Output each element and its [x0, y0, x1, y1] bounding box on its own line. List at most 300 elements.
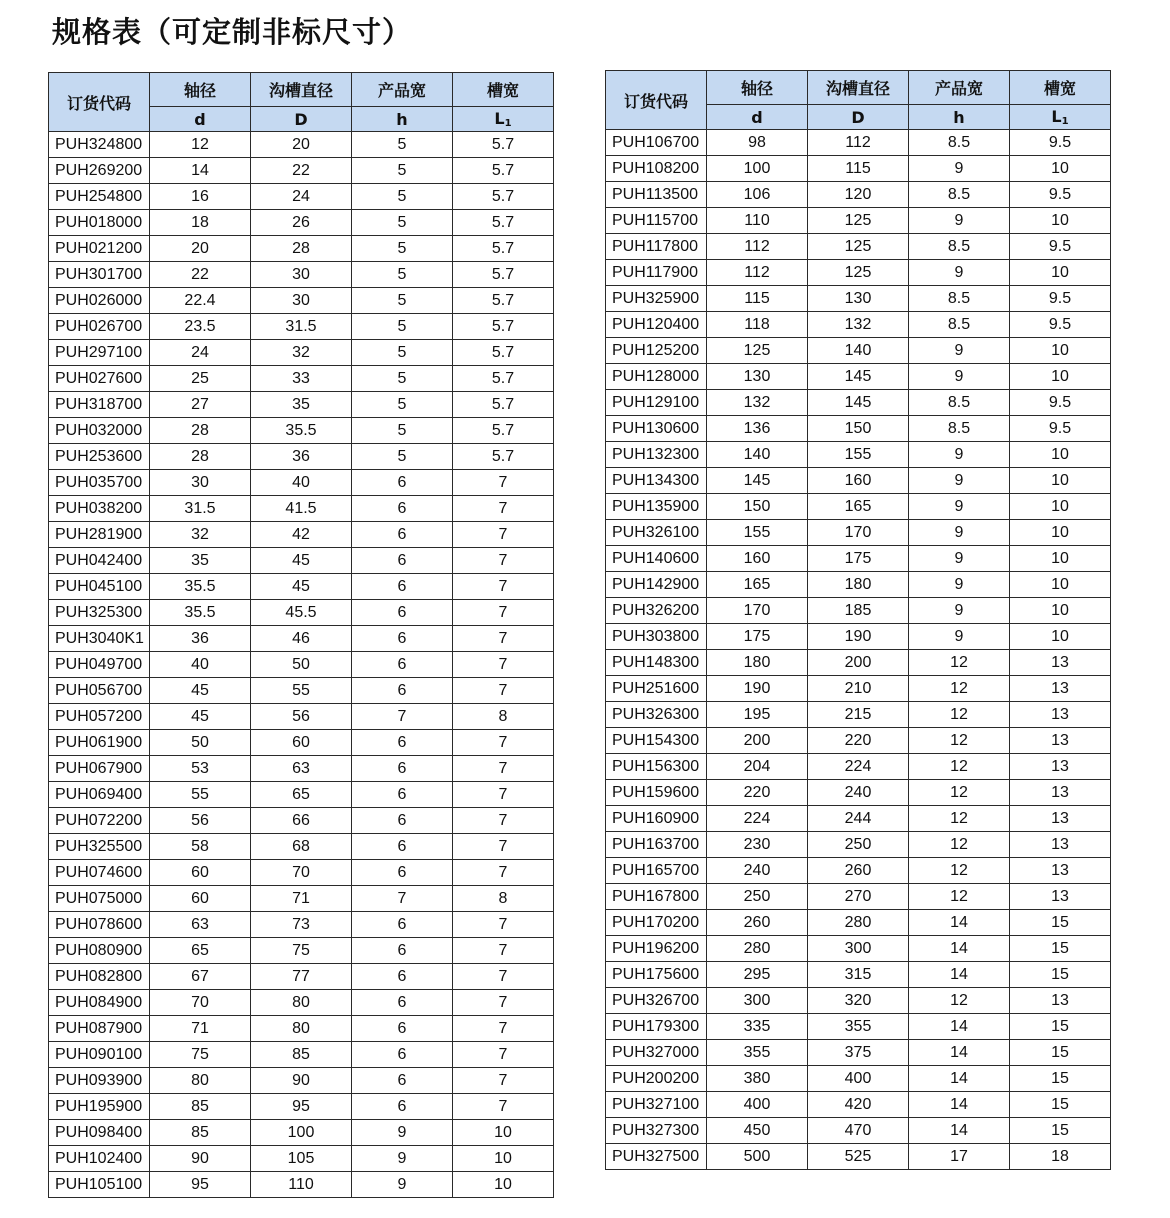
table-cell: 22.4 [150, 288, 251, 314]
table-cell: 6 [352, 1068, 453, 1094]
table-row [49, 574, 554, 600]
table-cell: 40 [150, 652, 251, 678]
table-cell: 36 [251, 444, 352, 470]
table-cell: PUH035700 [49, 470, 150, 496]
table-cell: 118 [707, 312, 808, 338]
table-row [606, 780, 1111, 806]
header-product-width: 产品宽 [352, 73, 453, 107]
symbol-subscript: 1 [504, 118, 512, 129]
table-cell: PUH154300 [606, 728, 707, 754]
table-cell: PUH045100 [49, 574, 150, 600]
table-row [606, 234, 1111, 260]
table-cell: PUH069400 [49, 782, 150, 808]
table-row [49, 678, 554, 704]
table-cell: 204 [707, 754, 808, 780]
header-groove-diameter: 沟槽直径 [251, 73, 352, 107]
table-row [49, 522, 554, 548]
table-cell: 7 [352, 704, 453, 730]
table-row [49, 782, 554, 808]
table-row [49, 990, 554, 1016]
table-cell: 22 [150, 262, 251, 288]
table-row [49, 886, 554, 912]
table-cell: 12 [150, 132, 251, 158]
table-cell: 100 [707, 156, 808, 182]
table-row [606, 936, 1111, 962]
table-cell: 110 [707, 208, 808, 234]
table-cell: 8.5 [909, 286, 1010, 312]
table-row [606, 1118, 1111, 1144]
table-cell: 35.5 [251, 418, 352, 444]
table-cell: 220 [707, 780, 808, 806]
table-body-left [49, 132, 554, 1198]
table-cell: 65 [251, 782, 352, 808]
table-cell: 7 [453, 600, 554, 626]
table-cell: PUH303800 [606, 624, 707, 650]
table-row [49, 366, 554, 392]
table-cell: 50 [251, 652, 352, 678]
table-cell: 9.5 [1010, 182, 1111, 208]
table-cell: 46 [251, 626, 352, 652]
table-cell: 10 [1010, 156, 1111, 182]
table-cell: 125 [808, 208, 909, 234]
table-cell: PUH325900 [606, 286, 707, 312]
table-row [606, 572, 1111, 598]
table-cell: 12 [909, 884, 1010, 910]
table-cell: 220 [808, 728, 909, 754]
table-row [606, 364, 1111, 390]
table-cell: 125 [808, 260, 909, 286]
table-cell: 14 [909, 962, 1010, 988]
table-row [49, 132, 554, 158]
table-cell: 175 [707, 624, 808, 650]
table-cell: 165 [707, 572, 808, 598]
table-row [606, 520, 1111, 546]
table-cell: 9.5 [1010, 234, 1111, 260]
table-cell: 6 [352, 678, 453, 704]
table-cell: 13 [1010, 858, 1111, 884]
table-cell: 12 [909, 780, 1010, 806]
table-row [606, 312, 1111, 338]
table-cell: 9.5 [1010, 416, 1111, 442]
table-row [49, 834, 554, 860]
table-row [606, 806, 1111, 832]
table-cell: 23.5 [150, 314, 251, 340]
header-shaft-diameter: 轴径 [707, 71, 808, 105]
table-cell: 260 [707, 910, 808, 936]
table-cell: 230 [707, 832, 808, 858]
table-cell: 95 [251, 1094, 352, 1120]
header-order-code: 订货代码 [49, 73, 150, 132]
header-symbol-d: d [707, 105, 808, 130]
table-cell: 190 [707, 676, 808, 702]
table-cell: 70 [251, 860, 352, 886]
table-cell: 45 [251, 574, 352, 600]
table-cell: 41.5 [251, 496, 352, 522]
header-groove-width: 槽宽 [1010, 71, 1111, 105]
table-cell: 16 [150, 184, 251, 210]
table-cell: 10 [453, 1172, 554, 1198]
table-cell: 9 [909, 442, 1010, 468]
table-cell: 10 [1010, 572, 1111, 598]
table-cell: 8.5 [909, 416, 1010, 442]
table-cell: 32 [150, 522, 251, 548]
table-cell: 12 [909, 676, 1010, 702]
table-cell: 500 [707, 1144, 808, 1170]
table-cell: 5.7 [453, 340, 554, 366]
table-cell: 17 [909, 1144, 1010, 1170]
table-row [606, 156, 1111, 182]
table-cell: PUH325500 [49, 834, 150, 860]
table-cell: 6 [352, 1094, 453, 1120]
table-cell: 6 [352, 1016, 453, 1042]
table-row [49, 730, 554, 756]
table-cell: 155 [707, 520, 808, 546]
table-cell: 260 [808, 858, 909, 884]
table-cell: 45.5 [251, 600, 352, 626]
table-cell: 9 [909, 494, 1010, 520]
table-cell: 15 [1010, 936, 1111, 962]
table-body-right [606, 130, 1111, 1170]
table-cell: 14 [909, 1118, 1010, 1144]
table-cell: 66 [251, 808, 352, 834]
table-cell: 80 [150, 1068, 251, 1094]
table-row [606, 702, 1111, 728]
table-cell: PUH297100 [49, 340, 150, 366]
spec-table-left [48, 72, 554, 1198]
table-cell: 295 [707, 962, 808, 988]
table-cell: PUH080900 [49, 938, 150, 964]
table-cell: 32 [251, 340, 352, 366]
table-cell: 5 [352, 366, 453, 392]
table-row [606, 182, 1111, 208]
table-cell: 105 [251, 1146, 352, 1172]
table-cell: 67 [150, 964, 251, 990]
table-cell: 7 [453, 1094, 554, 1120]
table-cell: 14 [909, 936, 1010, 962]
table-cell: PUH196200 [606, 936, 707, 962]
table-cell: PUH148300 [606, 650, 707, 676]
table-row [606, 546, 1111, 572]
table-row [606, 338, 1111, 364]
table-cell: 380 [707, 1066, 808, 1092]
table-cell: 10 [1010, 520, 1111, 546]
table-cell: 375 [808, 1040, 909, 1066]
table-cell: 9.5 [1010, 390, 1111, 416]
table-cell: 14 [909, 1014, 1010, 1040]
table-cell: PUH254800 [49, 184, 150, 210]
table-cell: 5 [352, 262, 453, 288]
table-cell: 12 [909, 702, 1010, 728]
table-cell: PUH117800 [606, 234, 707, 260]
table-cell: 60 [150, 860, 251, 886]
table-cell: 150 [707, 494, 808, 520]
table-row [606, 494, 1111, 520]
table-cell: 18 [1010, 1144, 1111, 1170]
table-cell: PUH087900 [49, 1016, 150, 1042]
table-cell: 7 [352, 886, 453, 912]
table-cell: 9 [909, 520, 1010, 546]
table-cell: PUH200200 [606, 1066, 707, 1092]
table-cell: 10 [1010, 494, 1111, 520]
table-cell: 9 [909, 468, 1010, 494]
table-cell: 10 [453, 1146, 554, 1172]
table-cell: PUH128000 [606, 364, 707, 390]
table-row [49, 236, 554, 262]
table-row [49, 444, 554, 470]
table-cell: 136 [707, 416, 808, 442]
header-groove-diameter: 沟槽直径 [808, 71, 909, 105]
table-cell: 30 [251, 288, 352, 314]
table-cell: 71 [251, 886, 352, 912]
table-cell: 12 [909, 754, 1010, 780]
table-cell: 13 [1010, 728, 1111, 754]
table-cell: 132 [808, 312, 909, 338]
table-cell: 9 [352, 1172, 453, 1198]
table-cell: 106 [707, 182, 808, 208]
table-cell: PUH281900 [49, 522, 150, 548]
table-cell: 85 [150, 1120, 251, 1146]
table-cell: 9.5 [1010, 312, 1111, 338]
table-cell: 320 [808, 988, 909, 1014]
table-row [606, 1144, 1111, 1170]
table-cell: 8 [453, 704, 554, 730]
table-cell: 7 [453, 990, 554, 1016]
table-cell: 14 [909, 1092, 1010, 1118]
table-cell: PUH113500 [606, 182, 707, 208]
table-cell: 180 [707, 650, 808, 676]
table-cell: 45 [150, 678, 251, 704]
table-cell: 315 [808, 962, 909, 988]
table-cell: 5.7 [453, 262, 554, 288]
table-cell: PUH327100 [606, 1092, 707, 1118]
table-cell: PUH056700 [49, 678, 150, 704]
table-cell: 7 [453, 652, 554, 678]
table-cell: 300 [707, 988, 808, 1014]
table-cell: 9 [909, 572, 1010, 598]
table-cell: 5.7 [453, 288, 554, 314]
table-cell: 280 [808, 910, 909, 936]
table-cell: 12 [909, 858, 1010, 884]
table-cell: 5.7 [453, 392, 554, 418]
table-cell: 90 [251, 1068, 352, 1094]
table-cell: 25 [150, 366, 251, 392]
table-cell: 7 [453, 1068, 554, 1094]
table-cell: 5 [352, 444, 453, 470]
table-cell: 450 [707, 1118, 808, 1144]
table-cell: 85 [150, 1094, 251, 1120]
table-cell: 15 [1010, 910, 1111, 936]
table-cell: 190 [808, 624, 909, 650]
table-cell: 8.5 [909, 234, 1010, 260]
table-cell: 7 [453, 522, 554, 548]
table-cell: PUH3040K1 [49, 626, 150, 652]
table-cell: 6 [352, 1042, 453, 1068]
table-row [49, 1016, 554, 1042]
table-cell: 5 [352, 210, 453, 236]
table-cell: PUH082800 [49, 964, 150, 990]
table-cell: PUH165700 [606, 858, 707, 884]
table-row [606, 416, 1111, 442]
table-cell: 56 [251, 704, 352, 730]
table-cell: PUH179300 [606, 1014, 707, 1040]
table-cell: 27 [150, 392, 251, 418]
table-cell: 8.5 [909, 312, 1010, 338]
table-cell: 9.5 [1010, 286, 1111, 312]
table-cell: 77 [251, 964, 352, 990]
table-cell: 31.5 [251, 314, 352, 340]
table-row [49, 1172, 554, 1198]
table-row [49, 1120, 554, 1146]
table-cell: PUH117900 [606, 260, 707, 286]
table-cell: 6 [352, 964, 453, 990]
table-row [606, 988, 1111, 1014]
table-cell: PUH049700 [49, 652, 150, 678]
table-cell: 7 [453, 1042, 554, 1068]
table-cell: 6 [352, 938, 453, 964]
table-cell: 145 [707, 468, 808, 494]
table-cell: 145 [808, 364, 909, 390]
table-cell: 140 [707, 442, 808, 468]
table-cell: 33 [251, 366, 352, 392]
table-cell: 5 [352, 340, 453, 366]
table-cell: 6 [352, 652, 453, 678]
header-symbol-d: d [150, 107, 251, 132]
table-cell: 470 [808, 1118, 909, 1144]
table-cell: 24 [251, 184, 352, 210]
table-cell: 15 [1010, 1014, 1111, 1040]
table-cell: 58 [150, 834, 251, 860]
table-cell: PUH125200 [606, 338, 707, 364]
table-cell: 9 [352, 1146, 453, 1172]
table-cell: 400 [808, 1066, 909, 1092]
table-cell: 140 [808, 338, 909, 364]
table-cell: PUH326200 [606, 598, 707, 624]
table-cell: 5 [352, 418, 453, 444]
table-row [606, 910, 1111, 936]
table-cell: PUH325300 [49, 600, 150, 626]
table-row [49, 340, 554, 366]
table-row [49, 756, 554, 782]
table-cell: PUH106700 [606, 130, 707, 156]
table-cell: PUH090100 [49, 1042, 150, 1068]
table-cell: PUH301700 [49, 262, 150, 288]
table-cell: 170 [808, 520, 909, 546]
table-row [606, 1014, 1111, 1040]
table-row [606, 754, 1111, 780]
table-cell: 165 [808, 494, 909, 520]
table-cell: PUH251600 [606, 676, 707, 702]
symbol-subscript: 1 [1061, 116, 1069, 127]
table-cell: 7 [453, 730, 554, 756]
table-cell: 7 [453, 834, 554, 860]
table-cell: PUH027600 [49, 366, 150, 392]
table-row [606, 884, 1111, 910]
table-cell: PUH324800 [49, 132, 150, 158]
table-row [49, 1068, 554, 1094]
table-cell: 6 [352, 522, 453, 548]
table-row [606, 1092, 1111, 1118]
table-cell: 130 [808, 286, 909, 312]
table-cell: 185 [808, 598, 909, 624]
table-cell: 5 [352, 392, 453, 418]
table-cell: PUH134300 [606, 468, 707, 494]
table-cell: 10 [1010, 208, 1111, 234]
table-cell: PUH120400 [606, 312, 707, 338]
table-cell: 60 [150, 886, 251, 912]
header-symbol-h: h [909, 105, 1010, 130]
table-cell: 35 [251, 392, 352, 418]
table-row [606, 390, 1111, 416]
table-row [606, 962, 1111, 988]
table-cell: 8.5 [909, 182, 1010, 208]
table-row [49, 288, 554, 314]
header-symbol-L1: $L_1$ [453, 107, 554, 132]
table-cell: 115 [808, 156, 909, 182]
table-cell: 12 [909, 988, 1010, 1014]
table-cell: PUH108200 [606, 156, 707, 182]
table-row [49, 964, 554, 990]
table-cell: 170 [707, 598, 808, 624]
table-cell: 13 [1010, 650, 1111, 676]
table-cell: 145 [808, 390, 909, 416]
table-cell: PUH327000 [606, 1040, 707, 1066]
table-cell: 5 [352, 288, 453, 314]
table-cell: 224 [707, 806, 808, 832]
table-row [49, 496, 554, 522]
table-row [49, 704, 554, 730]
table-row [606, 442, 1111, 468]
table-cell: 28 [251, 236, 352, 262]
table-row [606, 130, 1111, 156]
table-cell: 525 [808, 1144, 909, 1170]
table-row [606, 832, 1111, 858]
table-cell: 75 [251, 938, 352, 964]
table-cell: 13 [1010, 754, 1111, 780]
table-cell: 5.7 [453, 210, 554, 236]
table-cell: 110 [251, 1172, 352, 1198]
table-cell: 12 [909, 806, 1010, 832]
table-cell: PUH129100 [606, 390, 707, 416]
table-cell: PUH021200 [49, 236, 150, 262]
table-cell: 55 [150, 782, 251, 808]
table-cell: 180 [808, 572, 909, 598]
table-cell: 7 [453, 938, 554, 964]
table-cell: PUH163700 [606, 832, 707, 858]
table-cell: 9 [909, 546, 1010, 572]
table-cell: PUH326300 [606, 702, 707, 728]
table-cell: 12 [909, 728, 1010, 754]
table-cell: PUH132300 [606, 442, 707, 468]
header-shaft-diameter: 轴径 [150, 73, 251, 107]
table-cell: 250 [808, 832, 909, 858]
table-cell: PUH098400 [49, 1120, 150, 1146]
table-cell: 14 [909, 1066, 1010, 1092]
table-cell: PUH078600 [49, 912, 150, 938]
table-cell: 63 [251, 756, 352, 782]
table-cell: 28 [150, 418, 251, 444]
table-cell: 132 [707, 390, 808, 416]
table-cell: 10 [1010, 624, 1111, 650]
header-symbol-D: D [251, 107, 352, 132]
table-cell: 7 [453, 860, 554, 886]
table-cell: PUH093900 [49, 1068, 150, 1094]
table-cell: 9 [909, 156, 1010, 182]
table-cell: 400 [707, 1092, 808, 1118]
table-row [49, 626, 554, 652]
table-row [49, 1042, 554, 1068]
table-cell: 10 [1010, 338, 1111, 364]
table-cell: 60 [251, 730, 352, 756]
